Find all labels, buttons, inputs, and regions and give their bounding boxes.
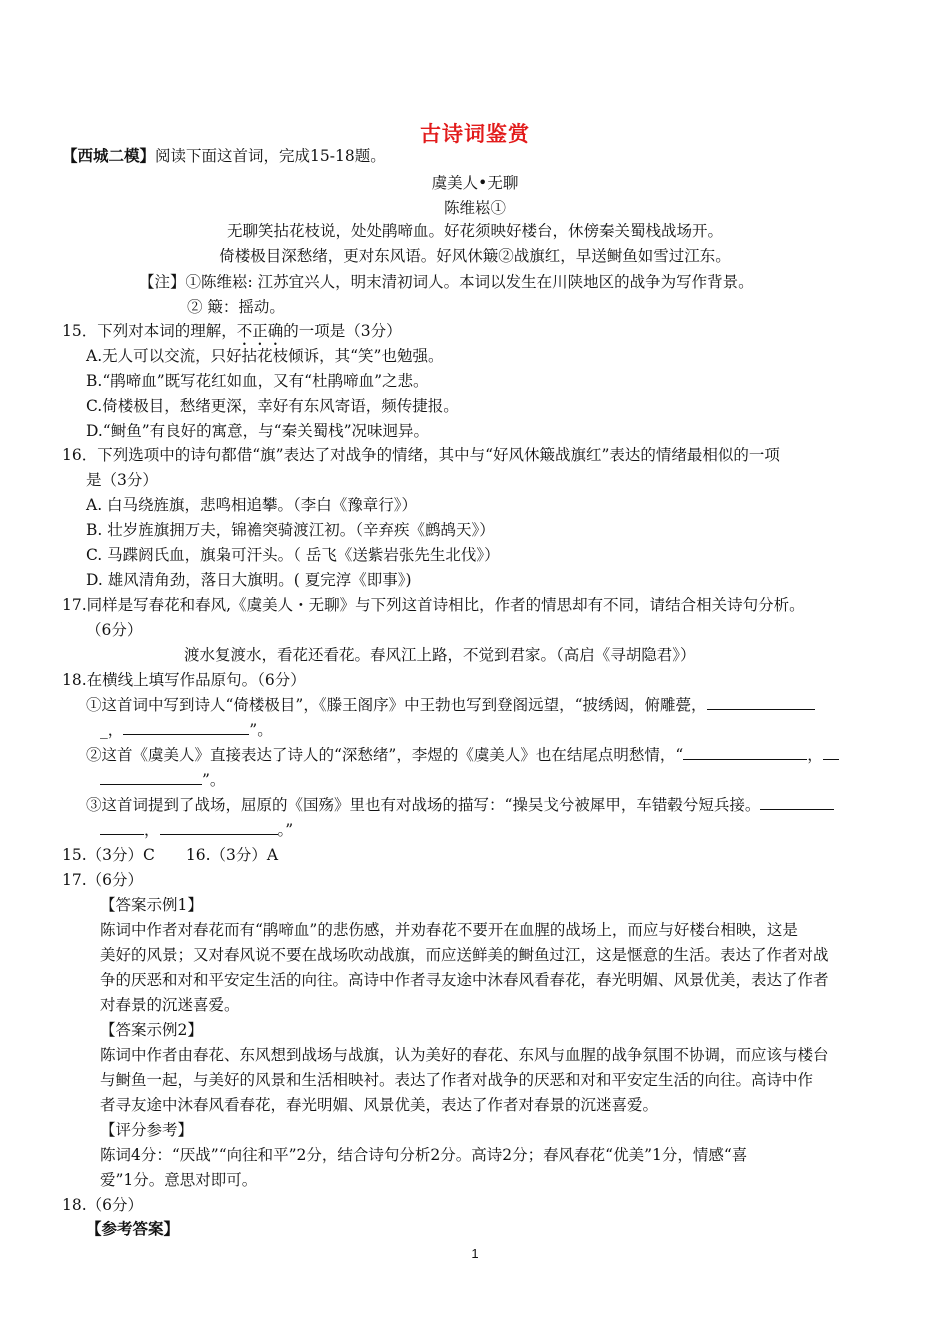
- q18-item-1-underscore: _: [100, 721, 108, 739]
- q18-item-3-end: 。”: [277, 821, 294, 839]
- scoring-line-2: 爱”1分。意思对即可。: [100, 1171, 258, 1189]
- q15-option-b: B.“鹃啼血”既写花红如血，又有“杜鹃啼血”之悲。: [86, 372, 429, 390]
- reference-answer-tag: 【参考答案】: [86, 1219, 180, 1238]
- answer-15-16: 15.（3分）C 16.（3分）A: [62, 846, 279, 864]
- answer-17-header: 17.（6分）: [62, 871, 144, 889]
- q18-item-3-text: ③这首词提到了战场，屈原的《国殇》里也有对战场的描写：“操吴戈兮被犀甲，车错毂兮短兵接。: [86, 796, 761, 814]
- example-1-line-1: 陈词中作者对春花而有“鹃啼血”的悲伤感，并劝春花不要开在血腥的战场上，而应与好楼台相映，这是: [100, 921, 798, 939]
- q18-item-3-comma: ，: [144, 821, 160, 839]
- q18-item-1: [86, 694, 815, 716]
- q16-option-c: C. 马蹀阏氏血，旗枭可汗头。（ 岳飞《送紫岩张先生北伐》）: [86, 546, 500, 564]
- poem-line-1: 无聊笑拈花枝说，处处鹃啼血。好花须映好楼台，休傍秦关蜀栈战场开。: [226, 222, 723, 240]
- page-number: 1: [471, 1246, 479, 1261]
- answer-blank-5a[interactable]: [760, 795, 834, 810]
- example-2-line-1: 陈词中作者由春花、东风想到战场与战旗，认为美好的春花、东风与血腥的战争氛围不协调，而应该与楼台: [100, 1046, 829, 1064]
- page-title: 古诗词鉴赏: [420, 121, 530, 146]
- scoring-tag: 【评分参考】: [100, 1121, 194, 1139]
- q18-item-2-comma: ，: [807, 746, 823, 764]
- example-2-line-2: 与鲥鱼一起，与美好的风景和生活相映衬。表达了作者对战争的厌恶和对和平安定生活的向往。高诗中作: [100, 1071, 814, 1089]
- q16-stem-line-2: 是（3分）: [86, 471, 158, 489]
- q15-option-d: D.“鲥鱼”有良好的寓意，与“秦关蜀栈”况味迥异。: [86, 422, 429, 440]
- q17-stem-line-1: 17.同样是写春花和春风,《虞美人・无聊》与下列这首诗相比，作者的情思却有不同，请结合相关诗句分析。: [62, 596, 805, 614]
- answer-18-header: 18.（6分）: [62, 1196, 144, 1214]
- q15-stem-a: 15．下列对本词的理解，: [62, 322, 237, 340]
- answer-blank-4a[interactable]: [823, 745, 839, 760]
- q16-option-a: A. 白马绕旌旗，悲鸣相追攀。（李白《豫章行》）: [86, 496, 418, 514]
- scoring-line-1: 陈词4分：“厌战”“向往和平”2分，结合诗句分析2分。高诗2分；春风春花“优美”1分，情感“喜: [100, 1146, 748, 1164]
- poem-note-2: ② 簸：摇动。: [187, 298, 285, 316]
- poem-author: 陈维崧①: [443, 199, 506, 217]
- q18-stem: 18.在横线上填写作品原句。（6分）: [62, 671, 306, 689]
- q15-option-a: A.无人可以交流，只好拈花枝倾诉，其“笑”也勉强。: [86, 347, 444, 365]
- q18-item-1-text: ①这首词中写到诗人“倚楼极目”，《滕王阁序》中王勃也写到登阁远望，“披绣闼，俯雕甍，: [86, 696, 707, 714]
- answer-blank-1[interactable]: [707, 695, 815, 710]
- answer-blank-2[interactable]: [123, 720, 249, 735]
- q15-stem-c: 的一项是（3分）: [283, 322, 402, 340]
- q18-item-2-end: ”。: [202, 771, 226, 789]
- q18-item-2-text: ②这首《虞美人》直接表达了诗人的“深愁绪”，李煜的《虞美人》也在结尾点明愁情，“: [86, 746, 684, 764]
- intro-text: 阅读下面这首词，完成15-18题。: [155, 147, 386, 165]
- q18-item-2-cont: [100, 769, 225, 791]
- q18-item-3: [86, 794, 834, 816]
- answer-blank-6[interactable]: [160, 820, 278, 835]
- answer-blank-4b[interactable]: [100, 770, 202, 785]
- q17-poem: 渡水复渡水，看花还看花。春风江上路，不觉到君家。（高启《寻胡隐君》）: [184, 646, 696, 664]
- answer-blank-3[interactable]: [683, 745, 807, 760]
- example-2-tag: 【答案示例2】: [100, 1021, 203, 1039]
- q16-option-b: B. 壮岁旌旗拥万夫，锦襜突骑渡江初。（辛弃疾《鹧鸪天》）: [86, 521, 495, 539]
- example-1-tag: 【答案示例1】: [100, 896, 203, 914]
- q18-item-1-cont: [100, 719, 273, 741]
- poem-name: 虞美人•无聊: [431, 174, 519, 192]
- q15-emphasis: 不正确: [236, 322, 284, 340]
- q18-item-1-end: ”。: [249, 721, 273, 739]
- q17-stem-line-2: （6分）: [86, 621, 143, 639]
- example-1-line-2: 美好的风景；又对春风说不要在战场吹动战旗，而应送鲜美的鲥鱼过江，这是惬意的生活。表达了作者对战: [100, 946, 829, 964]
- poem-note-1: 【注】①陈维崧: 江苏宜兴人，明末清初词人。本词以发生在川陕地区的战争为写作背景。: [139, 273, 754, 291]
- q16-option-d: D. 雄风清角劲，落日大旗明。( 夏完淳《即事》): [86, 571, 412, 589]
- source-tag: 【西城二模】: [62, 146, 156, 165]
- answer-blank-5b[interactable]: [100, 820, 144, 835]
- example-1-line-3: 争的厌恶和对和平安定生活的向往。高诗中作者寻友途中沐春风看春花，春光明媚、风景优美，表达了作者: [100, 971, 829, 989]
- example-1-line-4: 对春景的沉迷喜爱。: [100, 996, 240, 1014]
- q18-item-1-comma: ，: [107, 721, 124, 739]
- q18-item-3-cont: [100, 819, 293, 841]
- q16-stem-line-1: 16．下列选项中的诗句都借“旗”表达了对战争的情绪，其中与“好风休簸战旗红”表达的情绪最相似的一项: [62, 446, 780, 464]
- poem-line-2: 倚楼极目深愁绪，更对东风语。好风休簸②战旗红，早送鲥鱼如雪过江东。: [219, 247, 731, 265]
- q15-option-c: C.倚楼极目，愁绪更深，幸好有东风寄语，频传捷报。: [86, 397, 459, 415]
- example-2-line-3: 者寻友途中沐春风看春花，春光明媚、风景优美，表达了作者对春景的沉迷喜爱。: [100, 1096, 659, 1114]
- intro-line: [62, 145, 386, 167]
- q18-item-2: [86, 744, 839, 766]
